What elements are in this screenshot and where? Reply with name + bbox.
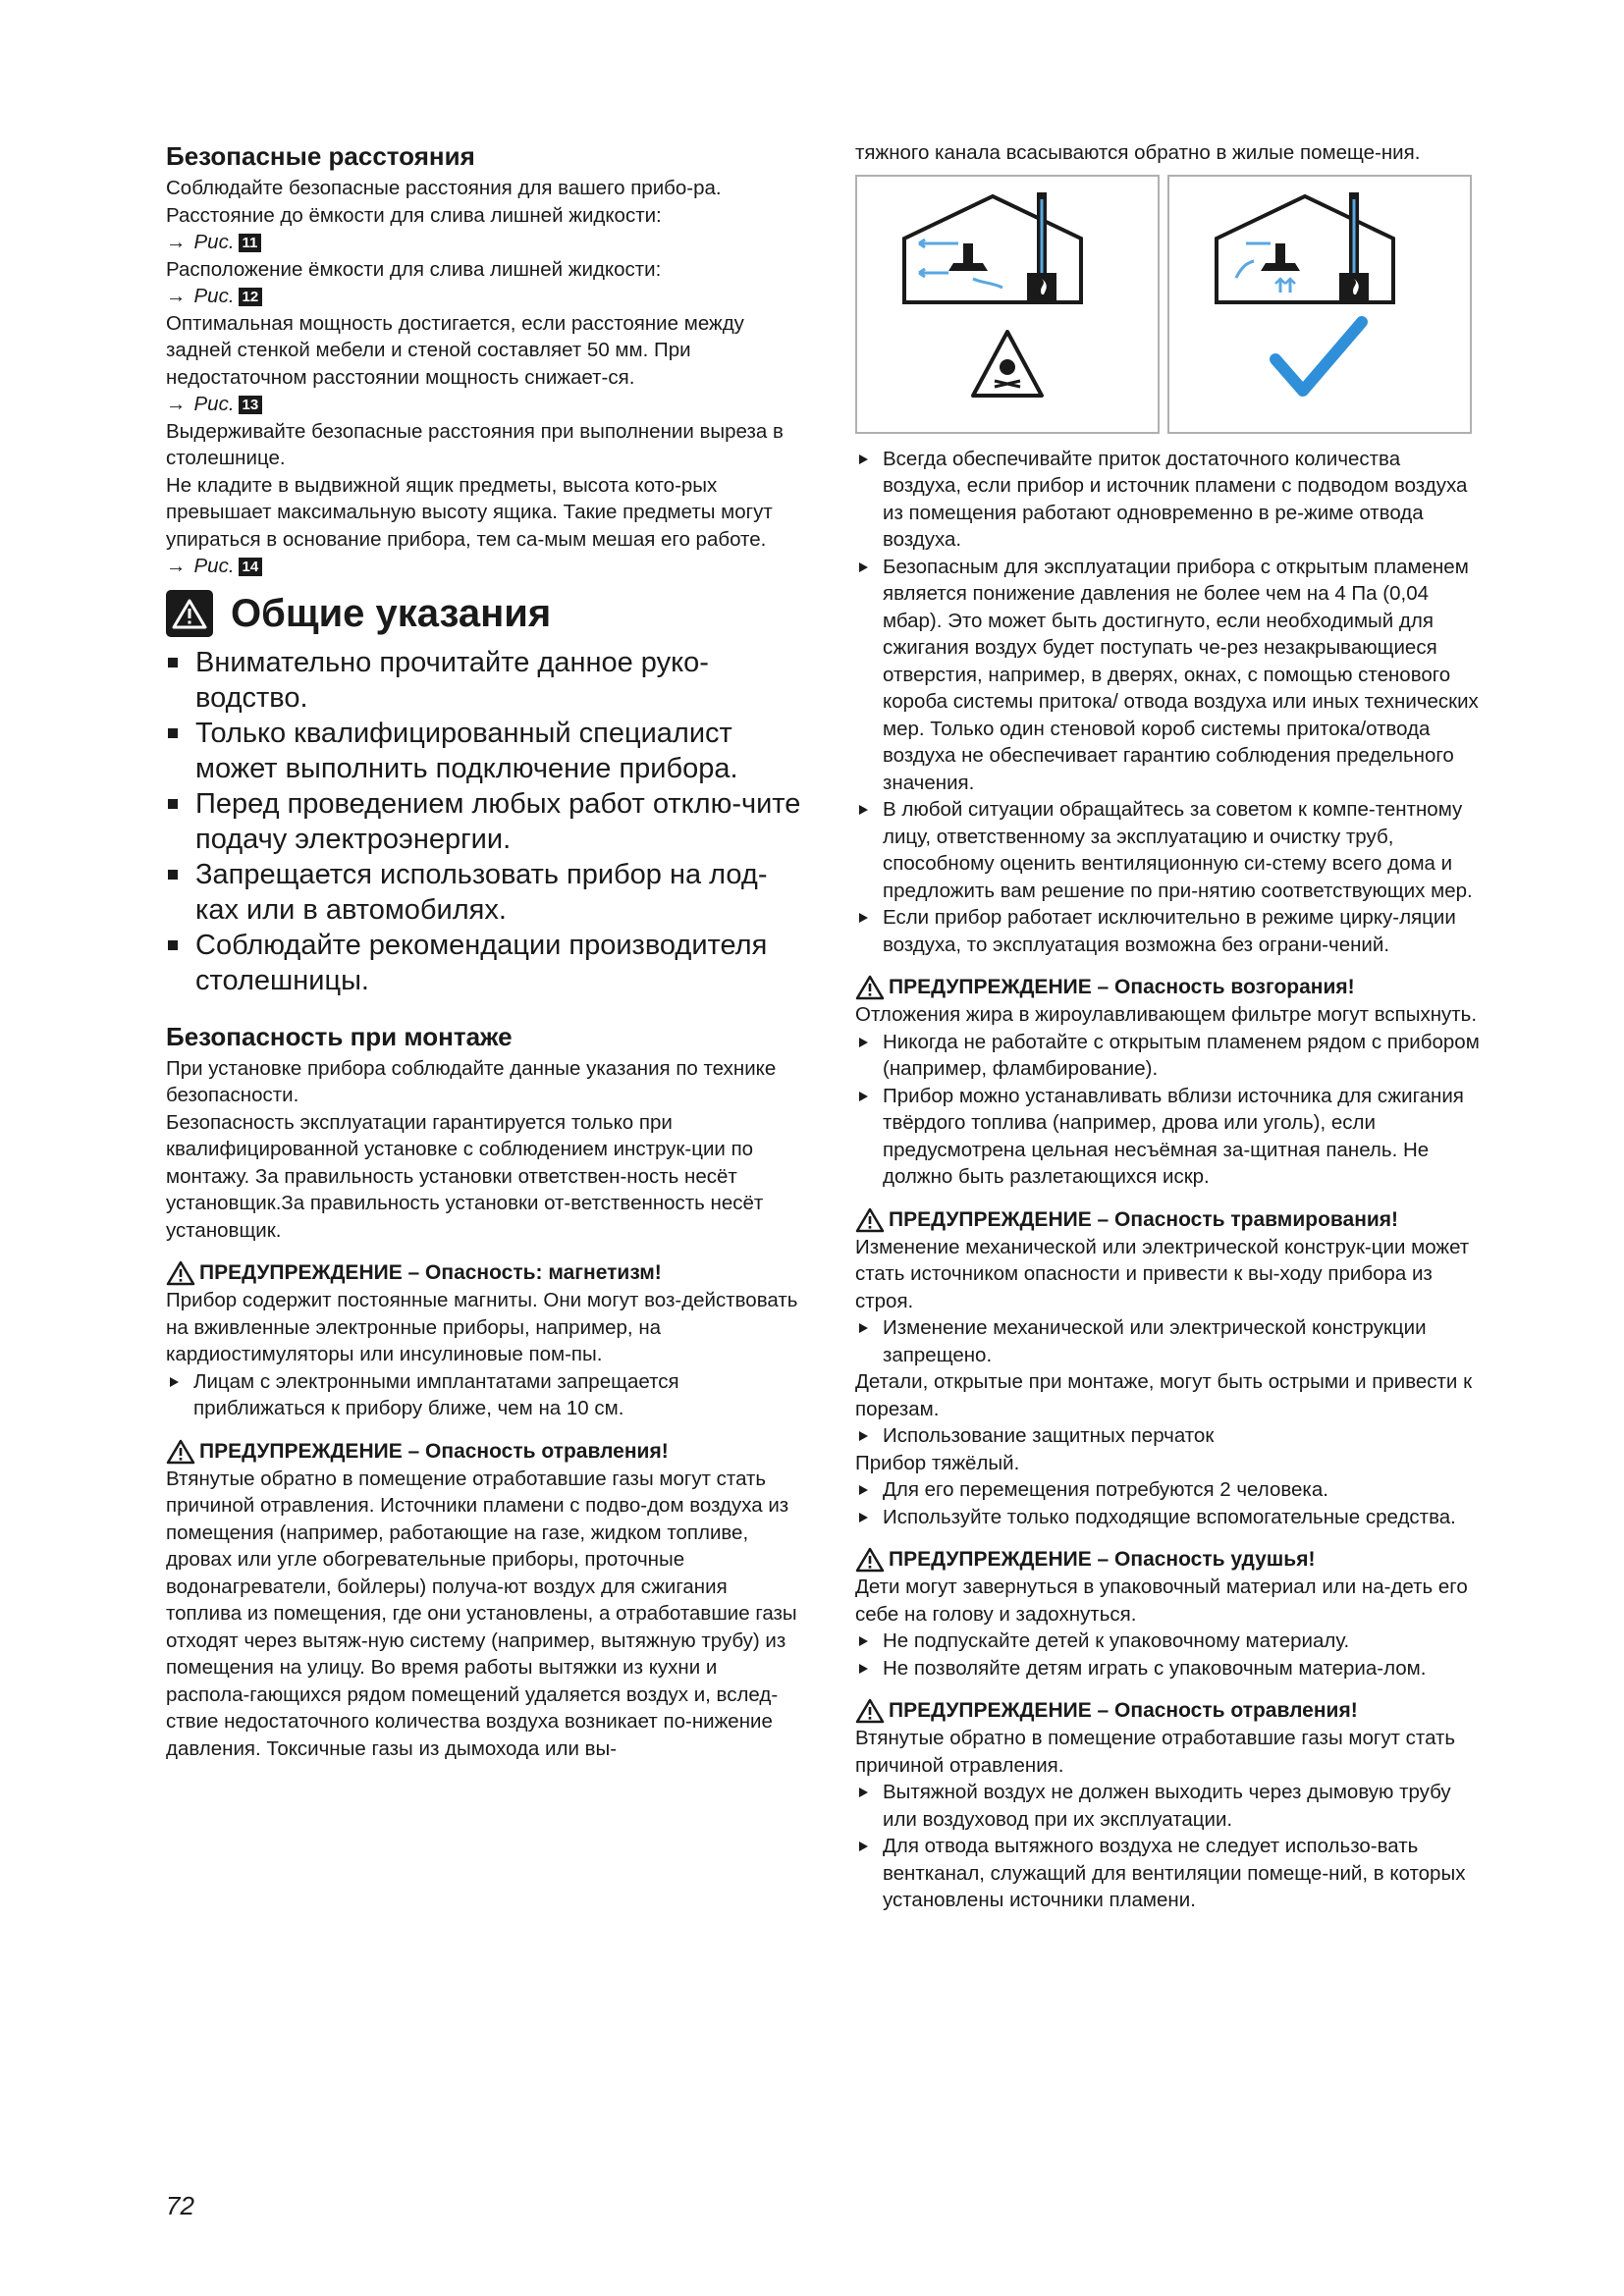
figure-ref: → Рис. 14 — [166, 553, 804, 580]
warning-triangle-icon — [166, 1260, 195, 1286]
paragraph: Оптимальная мощность достигается, если расстояние между задней стенкой мебели и стеной составляет 50 мм. При недостаточном расстоянии мощность снижает-ся. — [166, 311, 744, 389]
figure-ref: → Рис. 12 — [166, 283, 804, 310]
warning-triangle-icon — [855, 1547, 885, 1573]
figure-ref: → Рис. 13 — [166, 391, 804, 418]
ventilation-figures — [855, 175, 1484, 434]
list-item: Вытяжной воздух не должен выходить через дымовую трубу или воздуховод при их эксплуатации. — [855, 1779, 1484, 1833]
paragraph: Не кладите в выдвижной ящик предметы, высота кото-рых превышает максимальную высоту ящика. Такие предметы могут упираться в основание прибора, тем са-мым мешая его работе. — [166, 473, 773, 551]
list-item: Использование защитных перчаток — [855, 1422, 1484, 1450]
left-column — [166, 139, 804, 1762]
figure-ref: → Рис. 11 — [166, 229, 804, 256]
bullet-list — [855, 446, 1484, 959]
bullet-list — [855, 1314, 1484, 1368]
arrow-right-icon: → — [166, 555, 187, 577]
paragraph: Втянутые обратно в помещение отработавшие газы могут стать причиной отравления. — [855, 1727, 1456, 1777]
bullet-list — [166, 1368, 804, 1422]
list-item: Для отвода вытяжного воздуха не следует использо-вать вентканал, служащий для вентиляции помеще-ний, в которых установлены источники пламени. — [855, 1833, 1484, 1914]
warning-heading: ПРЕДУПРЕЖДЕНИЕ – Опасность травмирования! — [855, 1206, 1484, 1234]
paragraph: Соблюдайте безопасные расстояния для вашего прибо-ра. — [166, 177, 722, 199]
bullet-list — [855, 1476, 1484, 1530]
page-number: 72 — [166, 2191, 194, 2220]
warning-triangle-icon — [855, 1698, 885, 1724]
paragraph: Прибор тяжёлый. — [855, 1451, 1020, 1474]
arrow-right-icon: → — [166, 231, 187, 253]
arrow-right-icon: → — [166, 285, 187, 307]
warning-heading: ПРЕДУПРЕЖДЕНИЕ – Опасность удушья! — [855, 1546, 1484, 1574]
paragraph: Детали, открытые при монтаже, могут быть острыми и привести к порезам. — [855, 1370, 1473, 1420]
list-item: В любой ситуации обращайтесь за советом к компе-тентному лицу, ответственному за эксплуатацию и очистку труб, способному оценить вентиляционную си-стему всего дома и предложить вам решение по при-нятию соответствующих мер. — [855, 796, 1484, 904]
list-item: Внимательно прочитайте данное руко-водство. — [166, 645, 804, 716]
paragraph: Отложения жира в жироулавливающем фильтре могут вспыхнуть. — [855, 1003, 1478, 1026]
paragraph: Расположение ёмкости для слива лишней жидкости: — [166, 257, 662, 281]
list-item: Изменение механической или электрической конструкции запрещено. — [855, 1314, 1484, 1368]
list-item: Не позволяйте детям играть с упаковочным материа-лом. — [855, 1655, 1484, 1682]
safe-distances-heading: Безопасные расстояния — [166, 141, 475, 171]
bullet-list — [855, 1422, 1484, 1450]
paragraph: Безопасность эксплуатации гарантируется только при квалифицированной установке с соблюдением инструк-ции по монтажу. За правильность установки ответствен-ность несёт установщик.За правильность установки от-ветственность несёт установщик. — [166, 1110, 764, 1242]
list-item: Прибор можно устанавливать вблизи источника для сжигания твёрдого топлива (например, дрова или уголь), если предусмотрена цельная несъёмная за-щитная панель. Не должно быть разлетающихся искр. — [855, 1083, 1484, 1191]
list-item: Запрещается использовать прибор на лод-ках или в автомобилях. — [166, 857, 804, 928]
paragraph: Прибор содержит постоянные магниты. Они могут воз-действовать на вживленные электронные приборы, например, на кардиостимуляторы или инсулиновые пом-пы. — [166, 1289, 798, 1365]
list-item: Перед проведением любых работ отклю-чите подачу электроэнергии. — [166, 786, 804, 857]
paragraph: Расстояние до ёмкости для слива лишней жидкости: — [166, 203, 662, 227]
list-item: Лицам с электронными имплантатами запрещается приближаться к прибору ближе, чем на 10 см. — [166, 1368, 804, 1422]
bullet-list — [855, 1779, 1484, 1914]
general-heading — [166, 590, 804, 637]
figure-wrong — [855, 175, 1160, 434]
list-item: Для его перемещения потребуются 2 человека. — [855, 1476, 1484, 1504]
installation-heading: Безопасность при монтаже — [166, 1021, 513, 1051]
warning-triangle-icon — [166, 1439, 195, 1465]
warning-icon — [166, 590, 213, 637]
paragraph: Изменение механической или электрической конструк-ции может стать источником опасности и привести к вы-ходу прибора из строя. — [855, 1235, 1470, 1312]
list-item: Не подпускайте детей к упаковочному материалу. — [855, 1628, 1484, 1655]
paragraph: При установке прибора соблюдайте данные указания по технике безопасности. — [166, 1056, 777, 1106]
warning-heading: ПРЕДУПРЕЖДЕНИЕ – Опасность отравления! — [855, 1697, 1484, 1725]
figure-number-badge: 13 — [239, 396, 263, 414]
right-column — [855, 139, 1484, 1914]
warning-heading: ПРЕДУПРЕЖДЕНИЕ – Опасность возгорания! — [855, 974, 1484, 1001]
paragraph: Выдерживайте безопасные расстояния при выполнении выреза в столешнице. — [166, 419, 784, 469]
warning-triangle-icon — [855, 975, 885, 1000]
figure-number-badge: 11 — [239, 234, 262, 252]
general-list — [166, 645, 804, 998]
warning-heading: ПРЕДУПРЕЖДЕНИЕ – Опасность отравления! — [166, 1438, 804, 1466]
paragraph: тяжного канала всасываются обратно в жилые помеще-ния. — [855, 141, 1421, 164]
figure-correct — [1167, 175, 1472, 434]
list-item: Всегда обеспечивайте приток достаточного количества воздуха, если прибор и источник пламени с подводом воздуха из помещения работают одновременно в ре-жиме отвода воздуха. — [855, 446, 1484, 554]
warning-triangle-icon — [855, 1207, 885, 1233]
list-item: Используйте только подходящие вспомогательные средства. — [855, 1504, 1484, 1531]
list-item: Если прибор работает исключительно в режиме цирку-ляции воздуха, то эксплуатация возможна без ограни-чений. — [855, 904, 1484, 958]
list-item: Соблюдайте рекомендации производителя столешницы. — [166, 928, 804, 998]
list-item: Безопасным для эксплуатации прибора с открытым пламенем является понижение давления не более чем на 4 Па (0,04 мбар). Это может быть достигнуто, если необходимый для сжигания воздух будет поступать че-рез незакрывающиеся отверстия, например, в дверях, окнах, с помощью стенового короба системы притока/ отвода воздуха или иных технических мер. Только один стеновой короб системы притока/отвода воздуха не обеспечивает гарантию соблюдения предельного значения. — [855, 554, 1484, 797]
general-title: Общие указания — [231, 591, 552, 635]
paragraph: Втянутые обратно в помещение отработавшие газы могут стать причиной отравления. Источники пламени с подво-дом воздуха из помещения (например, работающие на газе, жидком топливе, дровах или угле обогревательные приборы, проточные водонагреватели, бойлеры) получа-ют воздух для сжигания топлива из помещения, где они установлены, а отработавшие газы отходят через вытяж-ную систему (например, вытяжную трубу) из помещения на улицу. Во время работы вытяжки из кухни и распола-гающихся рядом помещений удаляется воздух и, вслед-ствие недостаточного количества воздуха возникает по-нижение давления. Токсичные газы из дымохода или вы- — [166, 1467, 797, 1760]
paragraph: Дети могут завернуться в упаковочный материал или на-деть его себе на голову и задохнуться. — [855, 1575, 1468, 1626]
warning-heading: ПРЕДУПРЕЖДЕНИЕ – Опасность: магнетизм! — [166, 1259, 804, 1287]
figure-number-badge: 12 — [239, 288, 263, 306]
list-item: Только квалифицированный специалист может выполнить подключение прибора. — [166, 716, 804, 786]
bullet-list — [855, 1029, 1484, 1191]
arrow-right-icon: → — [166, 393, 187, 415]
list-item: Никогда не работайте с открытым пламенем рядом с прибором (например, фламбирование). — [855, 1029, 1484, 1083]
bullet-list — [855, 1628, 1484, 1682]
figure-number-badge: 14 — [239, 558, 263, 576]
